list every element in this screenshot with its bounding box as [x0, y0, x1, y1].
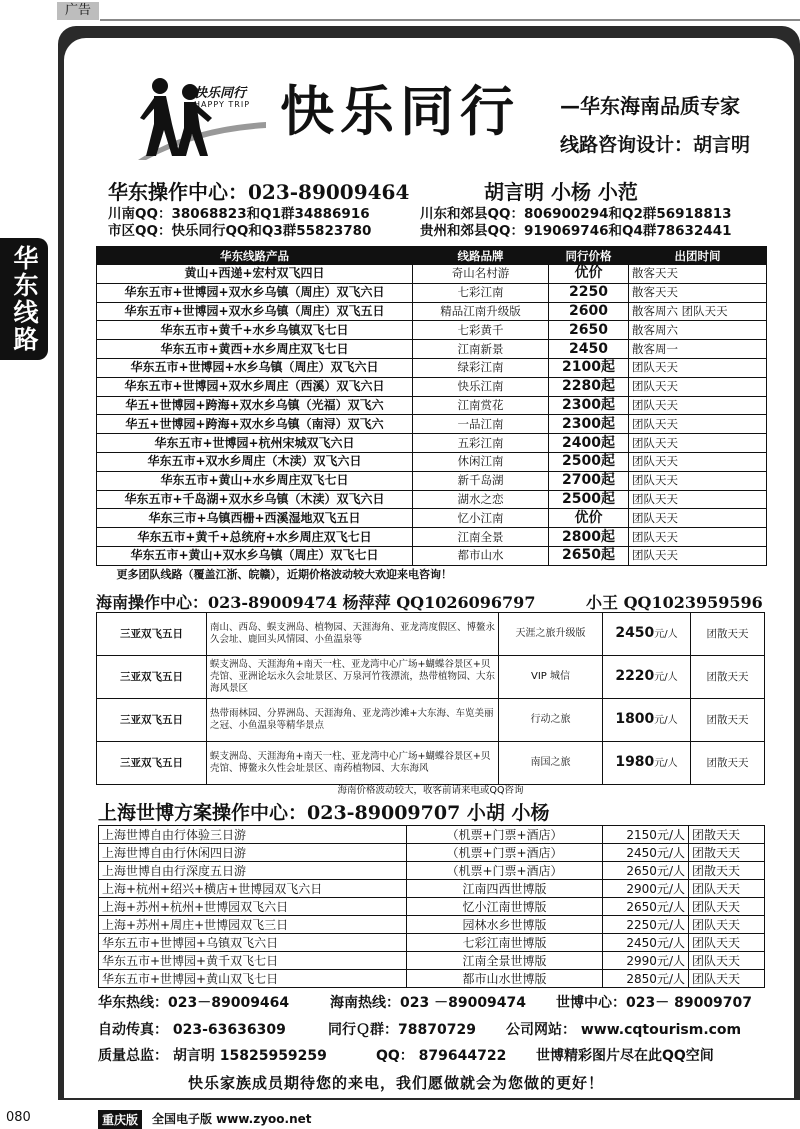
package-cell: 七彩江南世博版 [407, 934, 603, 952]
depart-cell: 团队天天 [689, 898, 765, 916]
route-cell: 华东五市+黄山+双水乡乌镇（周庄）双飞七日 [97, 546, 413, 565]
hotline-east: 华东热线：023－89009464 [98, 995, 290, 1011]
description-cell: 热带雨林园、分界洲岛、天涯海角、亚龙湾沙滩+大东海、车览美丽之冠、小鱼温泉等精华景点 [207, 699, 499, 742]
photos-note: 世博精彩图片尽在此QQ空间 [536, 1048, 714, 1064]
package-cell: （机票+门票+酒店） [407, 826, 603, 844]
header-depart: 出团时间 [629, 247, 767, 265]
brand-cell: 都市山水 [413, 546, 549, 565]
hainan-note: 海南价格波动较大，收客前请来电或QQ咨询 [337, 785, 524, 796]
depart-cell: 团散天天 [691, 699, 765, 742]
header-brand: 线路品牌 [413, 247, 549, 265]
brand-cell: 精品江南升级版 [413, 302, 549, 321]
price-cell: 2500起 [549, 452, 629, 471]
price-cell: 2500起 [549, 490, 629, 509]
table-row [99, 880, 765, 898]
price-cell: 2400起 [549, 434, 629, 453]
price-cell: 优价 [549, 265, 629, 284]
brand-cell: 七彩黄千 [413, 321, 549, 340]
depart-cell: 团队天天 [629, 490, 767, 509]
route-cell: 华东五市+世博园+黄山双飞七日 [99, 970, 407, 988]
table-row [97, 452, 767, 471]
package-cell: （机票+门票+酒店） [407, 844, 603, 862]
route-cell: 华东五市+世博园+水乡乌镇（周庄）双飞六日 [97, 358, 413, 377]
table-row [97, 321, 767, 340]
east-note: 更多团队线路（覆盖江浙、皖赣），近期价格波动较大欢迎来电咨询！ [116, 568, 452, 582]
version-cell: VIP 城信 [499, 656, 603, 699]
brand-cell: 七彩江南 [413, 283, 549, 302]
qq-line: 川南QQ：38068823和Q1群34886916 [108, 206, 370, 222]
price-cell: 2900元/人 [603, 880, 689, 898]
table-row [97, 265, 767, 284]
route-cell: 三亚双飞五日 [97, 742, 207, 785]
price-cell: 2300起 [549, 415, 629, 434]
route-cell: 三亚双飞五日 [97, 613, 207, 656]
price-cell: 2450元/人 [603, 934, 689, 952]
route-cell: 上海世博自由行体验三日游 [99, 826, 407, 844]
bottom-bar [0, 1106, 800, 1128]
brand-cell: 江南赏花 [413, 396, 549, 415]
route-cell: 华东五市+世博园+双水乡乌镇（周庄）双飞六日 [97, 283, 413, 302]
depart-cell: 团散天天 [689, 862, 765, 880]
top-divider [100, 19, 800, 21]
depart-cell: 团队天天 [629, 358, 767, 377]
route-cell: 华东五市+千岛湖+双水乡乌镇（木渎）双飞六日 [97, 490, 413, 509]
description-cell: 蜈支洲岛、天涯海角+南天一柱、亚龙湾中心广场+蝴蝶谷景区+贝壳馆、亚洲论坛永久会址景区、万泉河竹筏漂流，热带植物园、大东海风景区 [207, 656, 499, 699]
table-row [97, 699, 765, 742]
table-row [97, 283, 767, 302]
price-cell: 2250 [549, 283, 629, 302]
price-cell: 2100起 [549, 358, 629, 377]
price-unit: 元/人 [654, 758, 678, 769]
closing-message: 快乐家族成员期待您的来电，我们愿做就会为您做的更好！ [188, 1074, 605, 1092]
package-cell: 都市山水世博版 [407, 970, 603, 988]
brand-cell: 湖水之恋 [413, 490, 549, 509]
route-cell: 华东五市+双水乡周庄（木渎）双飞六日 [97, 452, 413, 471]
table-row [97, 656, 765, 699]
package-cell: （机票+门票+酒店） [407, 862, 603, 880]
header-price: 同行价格 [549, 247, 629, 265]
brand-cell: 江南新景 [413, 340, 549, 359]
brand-cell: 一品江南 [413, 415, 549, 434]
price-value: 1800 [615, 711, 655, 727]
price-cell: 2700起 [549, 471, 629, 490]
brand-name: 快乐同行 [280, 80, 520, 143]
brand-cell: 奇山名村游 [413, 265, 549, 284]
depart-cell: 团队天天 [689, 952, 765, 970]
version-cell: 行动之旅 [499, 699, 603, 742]
supervisor-line: 质量总监： 胡言明 15825959259 [98, 1048, 327, 1064]
price-cell: 2250元/人 [603, 916, 689, 934]
price-cell: 2650元/人 [603, 862, 689, 880]
depart-cell: 团队天天 [629, 396, 767, 415]
depart-cell: 团队天天 [629, 434, 767, 453]
price-cell: 2650 [549, 321, 629, 340]
table-row [99, 844, 765, 862]
east-center-title: 华东操作中心：023-89009464 [108, 180, 410, 204]
depart-cell: 团队天天 [689, 970, 765, 988]
hainan-center-title: 海南操作中心：023-89009474 杨萍萍 QQ1026096797 [96, 593, 536, 612]
east-china-routes-table [96, 246, 767, 584]
route-cell: 三亚双飞五日 [97, 699, 207, 742]
price-unit: 元/人 [654, 715, 678, 726]
side-tab [0, 238, 48, 360]
table-row [97, 434, 767, 453]
note-row [97, 565, 767, 583]
price-cell: 优价 [549, 509, 629, 528]
hotline-hainan: 海南热线：023 －89009474 [330, 995, 527, 1011]
price-unit: 元/人 [654, 672, 678, 683]
brand-cell: 五彩江南 [413, 434, 549, 453]
qq-line: 川东和郊县QQ：806900294和Q2群56918813 [420, 206, 732, 222]
price-cell [603, 699, 691, 742]
package-cell: 园林水乡世博版 [407, 916, 603, 934]
route-cell: 华东五市+黄山+水乡周庄双飞七日 [97, 471, 413, 490]
brand-cell: 休闲江南 [413, 452, 549, 471]
east-center-contacts: 胡言明 小杨 小范 [484, 180, 638, 204]
depart-cell: 团队天天 [689, 880, 765, 898]
depart-cell: 团散天天 [691, 656, 765, 699]
depart-cell: 散客周一 [629, 340, 767, 359]
price-cell: 2450元/人 [603, 844, 689, 862]
table-row [97, 396, 767, 415]
route-cell: 华东五市+世博园+乌镇双飞六日 [99, 934, 407, 952]
package-cell: 江南全景世博版 [407, 952, 603, 970]
route-cell: 华东五市+世博园+双水乡乌镇（周庄）双飞五日 [97, 302, 413, 321]
depart-cell: 团队天天 [629, 471, 767, 490]
depart-cell: 散客周六 [629, 321, 767, 340]
price-cell: 2650起 [549, 546, 629, 565]
table-row [99, 934, 765, 952]
fax-line: 自动传真： 023-63636309 [98, 1022, 286, 1038]
route-cell: 上海世博自由行深度五日游 [99, 862, 407, 880]
brand-slogan: —华东海南品质专家 [560, 94, 740, 118]
table-row [97, 613, 765, 656]
logo-en: HAPPY TRIP [194, 100, 251, 109]
shanghai-expo-table [98, 825, 765, 988]
route-cell: 华五+世博园+跨海+双水乡乌镇（光福）双飞六 [97, 396, 413, 415]
route-cell: 华东五市+黄西+水乡周庄双飞七日 [97, 340, 413, 359]
route-cell: 上海世博自由行休闲四日游 [99, 844, 407, 862]
depart-cell: 散客周六 团队天天 [629, 302, 767, 321]
price-cell: 2990元/人 [603, 952, 689, 970]
brand-logo [128, 72, 268, 162]
website-link[interactable]: 公司网站： www.cqtourism.com [506, 1022, 742, 1038]
brand-cell: 忆小江南 [413, 509, 549, 528]
price-unit: 元/人 [654, 629, 678, 640]
header-route: 华东线路产品 [97, 247, 413, 265]
table-row [99, 898, 765, 916]
price-cell: 2450 [549, 340, 629, 359]
route-cell: 华东五市+黄千+总统府+水乡周庄双飞七日 [97, 528, 413, 547]
version-cell: 南国之旅 [499, 742, 603, 785]
price-cell: 2300起 [549, 396, 629, 415]
qq-contact: QQ： 879644722 [376, 1048, 507, 1064]
description-cell: 南山、西岛、蜈支洲岛、植物园、天涯海角、亚龙湾度假区、博鳌永久会址、鹿回头风情园、小鱼温泉等 [207, 613, 499, 656]
table-row [97, 358, 767, 377]
hainan-center-contact2: 小王 QQ1023959596 [586, 593, 763, 612]
route-cell: 华东五市+世博园+黄千双飞七日 [99, 952, 407, 970]
depart-cell: 团队天天 [629, 528, 767, 547]
designer-line: 线路咨询设计：胡言明 [560, 134, 751, 156]
price-cell [603, 613, 691, 656]
table-row [97, 302, 767, 321]
route-cell: 华东五市+黄千+水乡乌镇双飞七日 [97, 321, 413, 340]
table-row [97, 546, 767, 565]
table-row [97, 742, 765, 785]
brand-cell: 江南全景 [413, 528, 549, 547]
route-cell: 上海+苏州+周庄+世博园双飞三日 [99, 916, 407, 934]
table-row [97, 490, 767, 509]
depart-cell: 团散天天 [689, 844, 765, 862]
route-cell: 黄山+西递+宏村双飞四日 [97, 265, 413, 284]
route-cell: 华东五市+世博园+双水乡周庄（西溪）双飞六日 [97, 377, 413, 396]
price-value: 1980 [615, 754, 655, 770]
table-row [99, 916, 765, 934]
hainan-routes-table [96, 612, 765, 797]
package-cell: 忆小江南世博版 [407, 898, 603, 916]
qq-line: 贵州和郊县QQ：919069746和Q4群78632441 [420, 223, 732, 239]
table-row [97, 509, 767, 528]
page-number: 080 [6, 1110, 31, 1125]
peer-qq-group: 同行Ｑ群：78870729 [328, 1022, 476, 1038]
depart-cell: 团散天天 [689, 826, 765, 844]
price-cell: 2650元/人 [603, 898, 689, 916]
depart-cell: 散客天天 [629, 265, 767, 284]
price-value: 2220 [615, 668, 655, 684]
table-row [99, 952, 765, 970]
brand-cell: 新千岛湖 [413, 471, 549, 490]
route-cell: 上海+杭州+绍兴+横店+世博园双飞六日 [99, 880, 407, 898]
depart-cell: 团队天天 [689, 916, 765, 934]
table-row [99, 862, 765, 880]
package-cell: 江南四西世博版 [407, 880, 603, 898]
depart-cell: 散客天天 [629, 283, 767, 302]
price-value: 2450 [615, 625, 655, 641]
table-row [97, 340, 767, 359]
route-cell: 华东五市+世博园+杭州宋城双飞六日 [97, 434, 413, 453]
table-row [97, 471, 767, 490]
price-cell [603, 742, 691, 785]
table-row [97, 528, 767, 547]
description-cell: 蜈支洲岛、天涯海角+南天一柱、亚龙湾中心广场+蝴蝶谷景区+贝壳馆、博鳌永久性会址景区、南药植物园、大东海风 [207, 742, 499, 785]
shanghai-center-title: 上海世博方案操作中心：023-89009707 小胡 小杨 [98, 802, 550, 824]
depart-cell: 团队天天 [629, 377, 767, 396]
table-row [97, 415, 767, 434]
depart-cell: 团队天天 [689, 934, 765, 952]
version-cell: 天涯之旅升级版 [499, 613, 603, 656]
table-row [99, 826, 765, 844]
price-cell: 2800起 [549, 528, 629, 547]
edition-badge: 重庆版 [98, 1110, 142, 1129]
price-cell: 2280起 [549, 377, 629, 396]
logo-cn: 快乐同行 [194, 86, 247, 101]
qq-line: 市区QQ：快乐同行QQ和Q3群55823780 [108, 223, 372, 239]
route-cell: 三亚双飞五日 [97, 656, 207, 699]
price-cell: 2850元/人 [603, 970, 689, 988]
table-row [97, 377, 767, 396]
brand-cell: 快乐江南 [413, 377, 549, 396]
ad-tab: 广告 [57, 2, 99, 20]
price-cell: 2600 [549, 302, 629, 321]
route-cell: 上海+苏州+杭州+世博园双飞六日 [99, 898, 407, 916]
depart-cell: 团散天天 [691, 742, 765, 785]
edition-link[interactable]: 全国电子版 www.zyoo.net [152, 1112, 312, 1126]
depart-cell: 团队天天 [629, 546, 767, 565]
brand-cell: 绿彩江南 [413, 358, 549, 377]
route-cell: 华东三市+乌镇西栅+西溪湿地双飞五日 [97, 509, 413, 528]
note-row [97, 785, 765, 798]
depart-cell: 团散天天 [691, 613, 765, 656]
side-tab-label: 华东线路 [10, 245, 39, 353]
depart-cell: 团队天天 [629, 415, 767, 434]
price-cell [603, 656, 691, 699]
depart-cell: 团队天天 [629, 509, 767, 528]
price-cell: 2150元/人 [603, 826, 689, 844]
depart-cell: 团队天天 [629, 452, 767, 471]
hotline-expo: 世博中心：023－ 89009707 [556, 995, 753, 1011]
table-row [99, 970, 765, 988]
route-cell: 华五+世博园+跨海+双水乡乌镇（南浔）双飞六 [97, 415, 413, 434]
